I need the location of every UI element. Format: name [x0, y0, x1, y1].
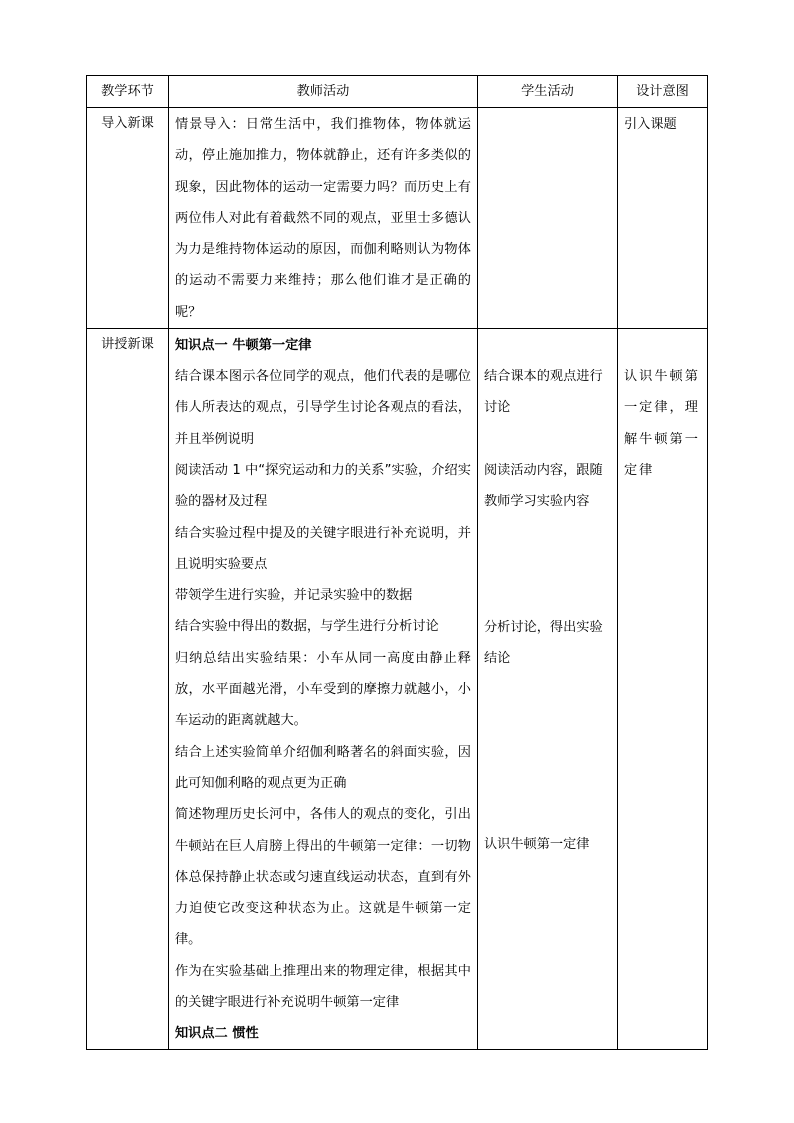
student-cell — [478, 108, 618, 329]
teacher-step: 作为在实验基础上推理出来的物理定律，根据其中的关键字眼进行补充说明牛顿第一定律 — [175, 963, 471, 1011]
knowledge-point-2-heading: 知识点二 惯性 — [175, 1026, 259, 1042]
teacher-step: 阅读活动 1 中“探究运动和力的关系”实验，介绍实验的器材及过程 — [175, 462, 471, 510]
stage-label: 导入新课 — [101, 116, 154, 131]
header-stage: 教学环节 — [87, 76, 169, 108]
student-cell — [478, 329, 618, 1050]
lesson-plan-table — [86, 75, 708, 1050]
teacher-step: 简述物理历史长河中，各伟人的观点的变化，引出牛顿站在巨人肩膀上得出的牛顿第一定律：一切物体总保持静止状态或匀速直线运动状态，直到有外力迫使它改变这种状态为止。这就是牛顿第一定律。 — [175, 807, 471, 948]
teacher-step: 归纳总结出实验结果：小车从同一高度由静止释放，水平面越光滑，小车受到的摩擦力就越小，小车运动的距离就越大。 — [175, 650, 471, 729]
intent-cell — [618, 108, 708, 329]
table-row-intro — [87, 108, 708, 329]
student-step: 分析讨论，得出实验结论 — [484, 620, 603, 667]
teacher-step: 结合课本图示各位同学的观点，他们代表的是哪位伟人所表达的观点，引导学生讨论各观点的看法，并且举例说明 — [175, 369, 471, 447]
header-design-intent: 设计意图 — [618, 76, 708, 108]
table-row-new-lesson — [87, 329, 708, 1050]
stage-cell — [87, 108, 169, 329]
table-header-row — [87, 76, 708, 108]
teacher-step: 结合实验过程中提及的关键字眼进行补充说明，并且说明实验要点 — [175, 525, 471, 572]
intent-text: 引入课题 — [624, 117, 677, 132]
teacher-cell — [169, 108, 478, 329]
teacher-step: 带领学生进行实验，并记录实验中的数据 — [175, 588, 413, 604]
intent-text: 认识牛顿第一定律，理解牛顿第一定律 — [624, 369, 700, 478]
teacher-step: 结合上述实验简单介绍伽利略著名的斜面实验，因此可知伽利略的观点更为正确 — [175, 744, 471, 791]
teacher-intro-text: 情景导入：日常生活中，我们推物体，物体就运动，停止施加推力，物体就静止，还有许多类似的现象，因此物体的运动一定需要力吗？而历史上有两位伟人对此有着截然不同的观点，亚里士多德认为力是维持物体运动的原因，而伽利略则认为物体的运动不需要力来维持；那么他们谁才是正确的呢？ — [175, 117, 471, 320]
header-student-activity: 学生活动 — [478, 76, 618, 108]
intent-cell — [618, 329, 708, 1050]
knowledge-point-1-heading: 知识点一 牛顿第一定律 — [175, 338, 312, 354]
teacher-step: 结合实验中得出的数据，与学生进行分析讨论 — [175, 619, 439, 635]
header-teacher-activity: 教师活动 — [169, 76, 478, 108]
stage-cell — [87, 329, 169, 1050]
stage-label: 讲授新课 — [101, 337, 154, 353]
teacher-cell — [169, 329, 478, 1050]
student-step: 阅读活动内容，跟随教师学习实验内容 — [484, 463, 603, 510]
student-step: 结合课本的观点进行讨论 — [484, 369, 603, 416]
student-step: 认识牛顿第一定律 — [484, 837, 590, 853]
